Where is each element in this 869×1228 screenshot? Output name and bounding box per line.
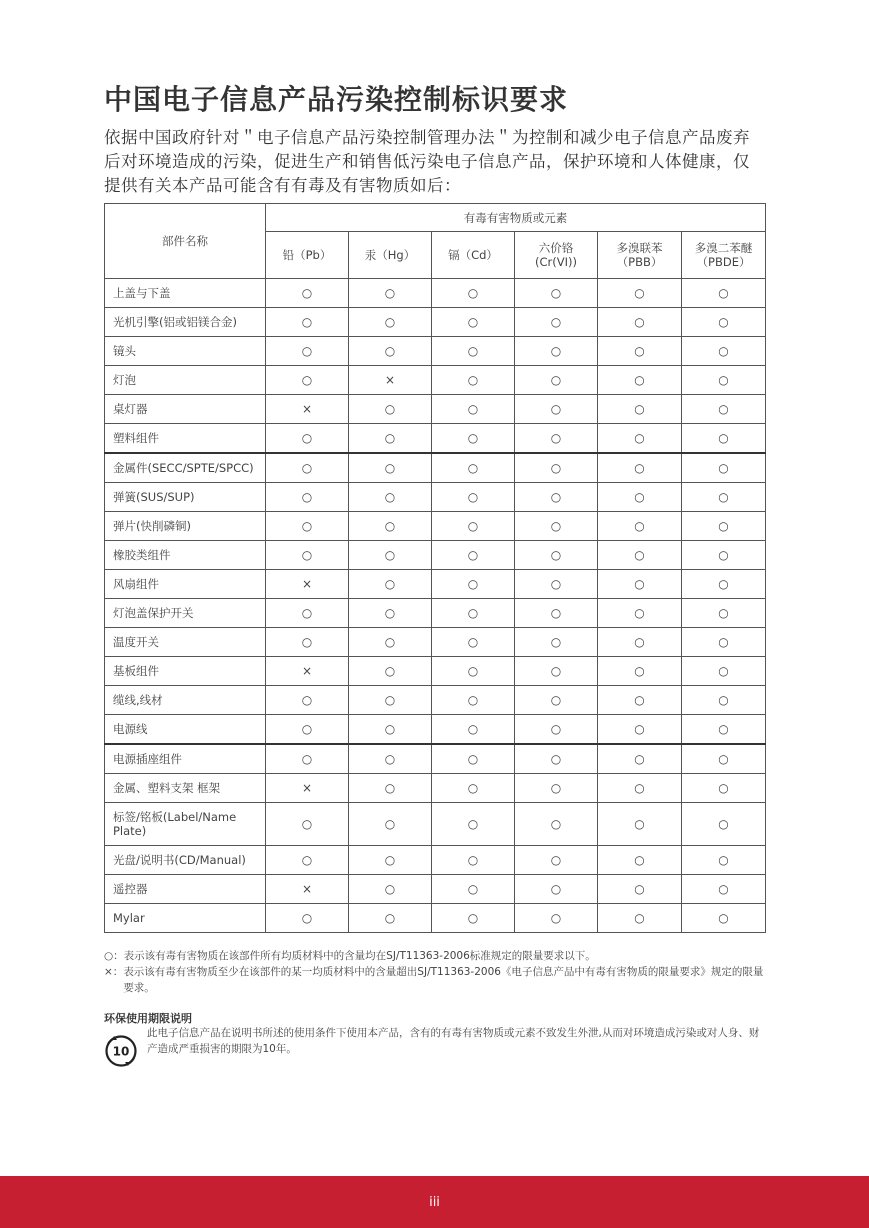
part-name-cell: 灯泡盖保护开关	[105, 599, 266, 628]
substance-mark-cell: ○	[515, 744, 598, 774]
substance-mark-cell: ○	[349, 657, 432, 686]
substance-mark-cell: ○	[682, 395, 766, 424]
part-name-cell: 金属、塑料支架 框架	[105, 774, 266, 803]
substance-mark-cell: ○	[266, 453, 349, 483]
substance-mark-cell: ○	[349, 512, 432, 541]
part-name-cell: 风扇组件	[105, 570, 266, 599]
substance-mark-cell: ○	[515, 875, 598, 904]
substance-mark-cell: ○	[432, 366, 515, 395]
substance-mark-cell: ○	[349, 453, 432, 483]
substance-header	[349, 232, 432, 279]
substance-mark-cell: ○	[682, 803, 766, 846]
substance-mark-cell: ○	[598, 570, 682, 599]
substance-mark-cell: ○	[266, 366, 349, 395]
substance-mark-cell: ○	[598, 875, 682, 904]
substance-mark-cell: ○	[598, 512, 682, 541]
legend-text: 表示该有毒有害物质在该部件所有均质材料中的含量均在SJ/T11363-2006标准规定的限量要求以下。	[123, 950, 596, 962]
part-name-cell: 橡胶类组件	[105, 541, 266, 570]
substance-mark-cell: ○	[598, 453, 682, 483]
substance-mark-cell: ○	[432, 512, 515, 541]
substance-mark-cell: ○	[432, 483, 515, 512]
substance-mark-cell: ○	[598, 279, 682, 308]
substance-mark-cell: ○	[682, 628, 766, 657]
substance-mark-cell: ○	[682, 453, 766, 483]
substance-mark-cell: ○	[349, 686, 432, 715]
substance-mark-cell: ○	[266, 279, 349, 308]
substance-mark-cell: ○	[515, 715, 598, 745]
legend-symbol: ×：	[104, 966, 124, 978]
part-name-cell: 遥控器	[105, 875, 266, 904]
substance-header	[432, 232, 515, 279]
substance-mark-cell: ○	[432, 875, 515, 904]
table-row	[105, 744, 766, 774]
substance-mark-cell: ○	[515, 686, 598, 715]
substance-mark-cell: ○	[598, 337, 682, 366]
substance-mark-cell: ○	[432, 628, 515, 657]
substance-mark-cell: ○	[349, 744, 432, 774]
substance-mark-cell: ○	[682, 424, 766, 454]
substance-mark-cell: ○	[682, 337, 766, 366]
substance-mark-cell: ○	[515, 904, 598, 933]
substance-mark-cell: ○	[349, 279, 432, 308]
intro-paragraph: 依据中国政府针对＂电子信息产品污染控制管理办法＂为控制和减少电子信息产品废弃后对环境造成的污染，促进生产和销售低污染电子信息产品，保护环境和人体健康，仅提供有关本产品可能含有有毒及有害物质如后：	[104, 128, 750, 195]
table-row	[105, 657, 766, 686]
substance-mark-cell: ○	[266, 541, 349, 570]
substance-mark-cell: ○	[432, 803, 515, 846]
substance-mark-cell: ○	[432, 904, 515, 933]
substance-mark-cell: ○	[266, 424, 349, 454]
substance-mark-cell: ○	[432, 279, 515, 308]
substance-mark-cell: ○	[598, 366, 682, 395]
substance-mark-cell: ○	[349, 395, 432, 424]
substance-mark-cell: ○	[432, 541, 515, 570]
substance-mark-cell: ×	[349, 366, 432, 395]
substance-mark-cell: ○	[598, 308, 682, 337]
legend-symbol: ○：	[104, 950, 124, 962]
substance-mark-cell: ○	[349, 628, 432, 657]
substance-mark-cell: ○	[349, 846, 432, 875]
substance-mark-cell: ○	[266, 904, 349, 933]
table-row	[105, 366, 766, 395]
substance-mark-cell: ○	[598, 483, 682, 512]
substance-mark-cell: ○	[266, 686, 349, 715]
substance-header-line: 铅（Pb）	[282, 248, 332, 262]
substance-header-line: 多溴联苯	[616, 241, 663, 255]
substance-mark-cell: ○	[349, 308, 432, 337]
table-row	[105, 308, 766, 337]
part-name-cell: 灯泡	[105, 366, 266, 395]
substance-header-line: 镉（Cd）	[448, 248, 498, 262]
substance-mark-cell: ×	[266, 570, 349, 599]
table-row	[105, 686, 766, 715]
substance-mark-cell: ○	[682, 744, 766, 774]
part-name-cell: 标签/铭板(Label/Name Plate)	[105, 803, 266, 846]
substance-mark-cell: ○	[266, 715, 349, 745]
page-title: 中国电子信息产品污染控制标识要求	[104, 83, 569, 116]
substance-header-line: （PBB）	[616, 255, 663, 269]
part-name-header: 部件名称	[105, 204, 266, 279]
substance-mark-cell: ○	[349, 904, 432, 933]
part-name-cell: 桌灯器	[105, 395, 266, 424]
substance-mark-cell: ○	[432, 686, 515, 715]
part-name-cell: 上盖与下盖	[105, 279, 266, 308]
substance-mark-cell: ○	[682, 774, 766, 803]
table-row	[105, 279, 766, 308]
substance-mark-cell: ○	[598, 424, 682, 454]
substance-mark-cell: ○	[682, 657, 766, 686]
substance-mark-cell: ○	[598, 803, 682, 846]
table-row	[105, 424, 766, 454]
substance-mark-cell: ×	[266, 657, 349, 686]
substance-group-header: 有毒有害物质或元素	[266, 204, 766, 232]
substance-mark-cell: ○	[598, 599, 682, 628]
substance-mark-cell: ○	[349, 570, 432, 599]
substance-mark-cell: ○	[682, 570, 766, 599]
part-name-cell: 光盘/说明书(CD/Manual)	[105, 846, 266, 875]
substance-mark-cell: ○	[432, 715, 515, 745]
substance-mark-cell: ○	[682, 512, 766, 541]
table-row	[105, 846, 766, 875]
epup-description: 此电子信息产品在说明书所述的使用条件下使用本产品，含有的有毒有害物质或元素不致发生外泄,从而对环境造成污染或对人身、财产造成严重损害的期限为10年。	[147, 1027, 760, 1055]
substance-mark-cell: ○	[598, 904, 682, 933]
substance-mark-cell: ○	[266, 803, 349, 846]
table-row	[105, 541, 766, 570]
substance-mark-cell: ○	[515, 424, 598, 454]
substance-mark-cell: ○	[598, 395, 682, 424]
substance-header-line: (Cr(VI))	[535, 255, 577, 269]
epup-logo-number: 10	[112, 1044, 130, 1059]
substance-mark-cell: ○	[682, 366, 766, 395]
substance-mark-cell: ○	[515, 512, 598, 541]
legend-notes	[104, 948, 766, 996]
substance-mark-cell: ○	[515, 657, 598, 686]
table-row	[105, 875, 766, 904]
part-name-cell: 基板组件	[105, 657, 266, 686]
legend-note	[104, 964, 766, 996]
substance-mark-cell: ○	[432, 774, 515, 803]
substance-mark-cell: ○	[515, 570, 598, 599]
substance-mark-cell: ○	[432, 657, 515, 686]
substance-mark-cell: ○	[432, 424, 515, 454]
table-row	[105, 628, 766, 657]
substance-header-line: 多溴二苯醚	[694, 241, 753, 255]
substance-header-line: 六价铬	[538, 241, 574, 255]
epup-title: 环保使用期限说明	[104, 1012, 192, 1025]
part-name-cell: 温度开关	[105, 628, 266, 657]
substance-mark-cell: ○	[598, 774, 682, 803]
substance-mark-cell: ○	[349, 715, 432, 745]
substance-header	[682, 232, 766, 279]
table-row	[105, 715, 766, 745]
part-name-cell: 塑料组件	[105, 424, 266, 454]
substance-header-line: 汞（Hg）	[364, 248, 416, 262]
page-number: iii	[429, 1195, 440, 1210]
substance-mark-cell: ○	[349, 774, 432, 803]
substance-mark-cell: ○	[432, 395, 515, 424]
substance-mark-cell: ○	[432, 337, 515, 366]
epup-10-year-icon	[104, 1034, 138, 1068]
substance-mark-cell: ○	[349, 483, 432, 512]
substance-mark-cell: ○	[598, 628, 682, 657]
table-row	[105, 774, 766, 803]
substance-mark-cell: ○	[598, 541, 682, 570]
substance-header	[598, 232, 682, 279]
substance-mark-cell: ○	[598, 715, 682, 745]
table-row	[105, 570, 766, 599]
substance-mark-cell: ○	[266, 744, 349, 774]
substance-mark-cell: ○	[598, 744, 682, 774]
part-name-cell: 光机引擎(铝或铝镁合金)	[105, 308, 266, 337]
substance-mark-cell: ○	[266, 483, 349, 512]
substance-mark-cell: ○	[515, 541, 598, 570]
substance-mark-cell: ○	[432, 744, 515, 774]
substance-mark-cell: ○	[515, 483, 598, 512]
part-name-cell: Mylar	[105, 904, 266, 933]
substance-mark-cell: ○	[266, 628, 349, 657]
substance-mark-cell: ×	[266, 774, 349, 803]
table-row	[105, 803, 766, 846]
substance-mark-cell: ○	[266, 599, 349, 628]
substance-header-line: （PBDE）	[696, 255, 751, 269]
substance-mark-cell: ○	[598, 846, 682, 875]
substance-mark-cell: ○	[682, 686, 766, 715]
part-name-cell: 镜头	[105, 337, 266, 366]
substance-mark-cell: ○	[432, 570, 515, 599]
substance-mark-cell: ○	[266, 308, 349, 337]
substance-mark-cell: ○	[682, 875, 766, 904]
substance-mark-cell: ○	[598, 657, 682, 686]
substance-mark-cell: ○	[515, 846, 598, 875]
substance-mark-cell: ○	[682, 483, 766, 512]
substance-mark-cell: ○	[682, 279, 766, 308]
substance-mark-cell: ○	[432, 599, 515, 628]
table-row	[105, 483, 766, 512]
substance-mark-cell: ○	[515, 337, 598, 366]
part-name-cell: 缆线,线材	[105, 686, 266, 715]
part-name-cell: 电源插座组件	[105, 744, 266, 774]
table-row	[105, 904, 766, 933]
table-row	[105, 512, 766, 541]
substance-mark-cell: ○	[515, 308, 598, 337]
substance-mark-cell: ○	[682, 308, 766, 337]
substance-mark-cell: ○	[432, 308, 515, 337]
table-row	[105, 453, 766, 483]
substance-mark-cell: ×	[266, 875, 349, 904]
substance-mark-cell: ○	[349, 337, 432, 366]
part-name-cell: 弹片(快削磷铜)	[105, 512, 266, 541]
substance-mark-cell: ○	[682, 715, 766, 745]
part-name-cell: 电源线	[105, 715, 266, 745]
substance-mark-cell: ○	[349, 803, 432, 846]
part-name-cell: 弹簧(SUS/SUP)	[105, 483, 266, 512]
substance-mark-cell: ○	[349, 875, 432, 904]
substance-mark-cell: ○	[682, 846, 766, 875]
substance-mark-cell: ○	[349, 599, 432, 628]
substance-mark-cell: ○	[682, 541, 766, 570]
substance-mark-cell: ○	[515, 774, 598, 803]
substance-mark-cell: ○	[515, 599, 598, 628]
substance-header	[266, 232, 349, 279]
substance-mark-cell: ○	[515, 628, 598, 657]
substance-mark-cell: ○	[515, 279, 598, 308]
legend-note	[104, 948, 766, 964]
substance-mark-cell: ○	[598, 686, 682, 715]
substance-mark-cell: ○	[432, 453, 515, 483]
substance-mark-cell: ○	[682, 904, 766, 933]
substance-mark-cell: ○	[515, 803, 598, 846]
substance-mark-cell: ○	[266, 512, 349, 541]
part-name-cell: 金属件(SECC/SPTE/SPCC)	[105, 453, 266, 483]
substance-mark-cell: ○	[432, 846, 515, 875]
substance-mark-cell: ○	[515, 366, 598, 395]
substance-mark-cell: ○	[682, 599, 766, 628]
substance-mark-cell: ○	[349, 541, 432, 570]
substance-mark-cell: ○	[266, 337, 349, 366]
legend-text: 表示该有毒有害物质至少在该部件的某一均质材料中的含量超出SJ/T11363-2006《电子信息产品中有毒有害物质的限量要求》规定的限量要求。	[123, 966, 764, 994]
substance-mark-cell: ×	[266, 395, 349, 424]
substance-mark-cell: ○	[515, 395, 598, 424]
table-row	[105, 599, 766, 628]
substance-header	[515, 232, 598, 279]
table-row	[105, 395, 766, 424]
hazardous-substance-table	[104, 203, 766, 933]
substance-mark-cell: ○	[349, 424, 432, 454]
substance-mark-cell: ○	[266, 846, 349, 875]
table-row	[105, 337, 766, 366]
substance-mark-cell: ○	[515, 453, 598, 483]
